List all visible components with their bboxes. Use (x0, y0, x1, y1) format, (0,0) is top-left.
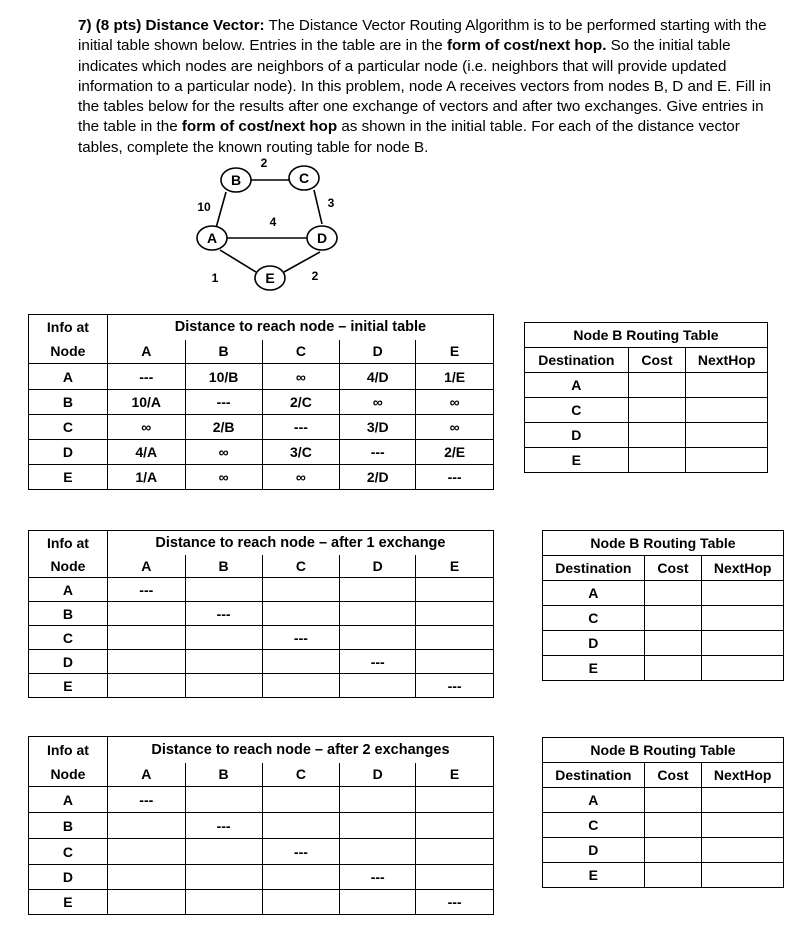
table-cell: ∞ (340, 390, 416, 415)
table-row (29, 364, 494, 390)
table-cell: --- (185, 602, 262, 626)
table-cell[interactable] (185, 890, 262, 915)
table-cell[interactable] (340, 890, 416, 915)
column-header: A (107, 340, 185, 364)
table-cell: 2/D (340, 465, 416, 490)
table-cell: ∞ (185, 440, 262, 465)
table-row (29, 602, 494, 626)
routing-header-nexthop: NextHop (686, 348, 768, 373)
routing-title: Node B Routing Table (543, 531, 784, 556)
edge-a-e (220, 250, 256, 272)
table-row (543, 788, 784, 813)
routing-nexthop-cell[interactable] (702, 838, 784, 863)
table-cell: 3/D (340, 415, 416, 440)
routing-cost-cell[interactable] (644, 631, 702, 656)
routing-destination: C (525, 398, 629, 423)
routing-header-destination: Destination (543, 556, 645, 581)
column-header: C (262, 340, 340, 364)
column-header: A (107, 763, 185, 787)
row-node-label: E (29, 674, 108, 698)
routing-table-after-2-exchanges (542, 737, 784, 888)
table-cell: 1/E (416, 364, 494, 390)
table-row (29, 890, 494, 915)
edge-c-d (314, 190, 322, 224)
info-label: Info at (29, 531, 108, 555)
column-header: B (185, 763, 262, 787)
routing-destination: E (543, 656, 645, 681)
table-cell[interactable] (185, 839, 262, 865)
cost-a-d: 4 (269, 215, 277, 229)
routing-table-initial (524, 322, 768, 473)
table-cell: 10/B (185, 364, 262, 390)
column-header: C (262, 555, 340, 578)
row-node-label: D (29, 650, 108, 674)
cost-b-c: 2 (260, 156, 268, 170)
routing-destination: A (543, 581, 645, 606)
table-row (29, 865, 494, 890)
row-node-label: E (29, 890, 108, 915)
column-header: E (416, 763, 494, 787)
routing-cost-cell[interactable] (644, 788, 702, 813)
column-header: B (185, 555, 262, 578)
network-graph (180, 156, 350, 296)
table-row (543, 838, 784, 863)
problem-number: 7) (8 pts) (78, 17, 142, 34)
problem-text-2: So the initial table indicates which nodes are neighbors of a particular node (i.e. neighbors that will provide updated information to a particular node). In this problem, node A receives vectors from nodes B, D and E. Fill in the tables below for the results after one exchange of vectors and after two exchanges. Give entries in the table in the (78, 37, 772, 136)
dv-table-initial (28, 314, 494, 490)
node-label: Node (29, 340, 108, 364)
table-cell: --- (185, 390, 262, 415)
routing-title: Node B Routing Table (543, 738, 784, 763)
table-cell: 2/E (416, 440, 494, 465)
info-label: Info at (29, 737, 108, 763)
column-header: D (340, 555, 416, 578)
table-cell: --- (262, 415, 340, 440)
edge-a-b (216, 192, 226, 228)
table-cell[interactable] (185, 787, 262, 813)
table-cell: ∞ (185, 465, 262, 490)
routing-cost-cell (628, 373, 686, 398)
routing-header-nexthop: NextHop (702, 763, 784, 788)
table-cell[interactable] (340, 674, 416, 698)
table-row (543, 863, 784, 888)
routing-nexthop-cell[interactable] (702, 581, 784, 606)
table-cell: --- (416, 674, 494, 698)
table-cell[interactable] (416, 602, 494, 626)
table-cell[interactable] (416, 626, 494, 650)
table-cell: --- (416, 890, 494, 915)
routing-cost-cell[interactable] (644, 813, 702, 838)
table-cell[interactable] (262, 674, 340, 698)
routing-header-cost: Cost (628, 348, 686, 373)
row-node-label: C (29, 626, 108, 650)
problem-bold-1: form of cost/next hop. (446, 37, 607, 55)
routing-cost-cell (628, 398, 686, 423)
column-header: D (340, 763, 416, 787)
routing-nexthop-cell[interactable] (702, 863, 784, 888)
cost-a-b: 10 (197, 200, 211, 214)
table-cell[interactable] (185, 578, 262, 602)
routing-cost-cell[interactable] (644, 863, 702, 888)
table-cell: --- (262, 626, 340, 650)
dv-table-after-2-exchanges (28, 736, 494, 915)
routing-cost-cell[interactable] (644, 581, 702, 606)
table-row (29, 390, 494, 415)
routing-nexthop-cell[interactable] (702, 631, 784, 656)
table-cell: --- (340, 865, 416, 890)
routing-nexthop-cell (686, 373, 768, 398)
table-row (29, 787, 494, 813)
table-cell[interactable] (416, 650, 494, 674)
problem-bold-2: form of cost/next hop (181, 118, 338, 136)
table-row (543, 631, 784, 656)
row-node-label: D (29, 440, 108, 465)
row-node-label: C (29, 415, 108, 440)
table-row (29, 839, 494, 865)
table-row (543, 606, 784, 631)
table-cell[interactable] (107, 626, 185, 650)
table-row (29, 578, 494, 602)
table-cell[interactable] (185, 650, 262, 674)
row-node-label: B (29, 390, 108, 415)
table-cell[interactable] (416, 787, 494, 813)
table-cell[interactable] (185, 626, 262, 650)
table-cell[interactable] (340, 626, 416, 650)
table-cell[interactable] (416, 813, 494, 839)
table-cell: ∞ (416, 415, 494, 440)
table-cell: ∞ (262, 364, 340, 390)
routing-nexthop-cell[interactable] (702, 788, 784, 813)
table-cell[interactable] (262, 865, 340, 890)
table-cell: 4/A (107, 440, 185, 465)
problem-heading: Distance Vector: (145, 17, 265, 34)
column-header: B (185, 340, 262, 364)
dv-title: Distance to reach node – after 2 exchanges (107, 737, 493, 763)
table-row (29, 650, 494, 674)
problem-statement (78, 16, 778, 158)
table-row (525, 373, 768, 398)
table-cell[interactable] (107, 602, 185, 626)
routing-destination: D (543, 631, 645, 656)
problem-text-3: as shown in the initial table. For each of the distance vector tables, complete the known routing table for node B. (78, 118, 740, 156)
routing-destination: D (525, 423, 629, 448)
problem-text-1: The Distance Vector Routing Algorithm is to be performed starting with the initial table shown below. Entries in the table are in the (78, 17, 767, 55)
table-cell[interactable] (340, 839, 416, 865)
table-cell: ∞ (107, 415, 185, 440)
table-row (29, 813, 494, 839)
table-cell[interactable] (262, 650, 340, 674)
routing-destination: A (525, 373, 629, 398)
table-cell: 4/D (340, 364, 416, 390)
routing-nexthop-cell (686, 448, 768, 473)
table-cell: --- (340, 440, 416, 465)
row-node-label: E (29, 465, 108, 490)
table-cell[interactable] (107, 890, 185, 915)
table-row (29, 674, 494, 698)
table-cell: 2/C (262, 390, 340, 415)
table-cell: --- (340, 650, 416, 674)
table-cell[interactable] (262, 890, 340, 915)
cost-a-e: 1 (211, 271, 219, 285)
table-row (29, 415, 494, 440)
column-header: E (416, 555, 494, 578)
cost-c-d: 3 (327, 196, 335, 210)
routing-nexthop-cell (686, 423, 768, 448)
table-cell: 2/B (185, 415, 262, 440)
row-node-label: D (29, 865, 108, 890)
routing-header-destination: Destination (543, 763, 645, 788)
dv-title: Distance to reach node – after 1 exchange (107, 531, 493, 555)
table-cell[interactable] (107, 839, 185, 865)
column-header: E (416, 340, 494, 364)
table-cell[interactable] (262, 813, 340, 839)
column-header: D (340, 340, 416, 364)
row-node-label: B (29, 813, 108, 839)
table-cell[interactable] (340, 813, 416, 839)
table-cell: --- (185, 813, 262, 839)
table-cell: ∞ (262, 465, 340, 490)
table-cell: ∞ (416, 390, 494, 415)
table-cell: --- (107, 787, 185, 813)
routing-destination: D (543, 838, 645, 863)
table-cell[interactable] (416, 865, 494, 890)
routing-header-destination: Destination (525, 348, 629, 373)
dv-title: Distance to reach node – initial table (107, 315, 493, 340)
table-row (525, 398, 768, 423)
node-label: Node (29, 763, 108, 787)
routing-destination: E (543, 863, 645, 888)
table-cell[interactable] (340, 578, 416, 602)
table-cell[interactable] (262, 787, 340, 813)
routing-cost-cell (628, 448, 686, 473)
table-cell[interactable] (416, 578, 494, 602)
table-cell: --- (416, 465, 494, 490)
column-header: A (107, 555, 185, 578)
routing-destination: C (543, 606, 645, 631)
row-node-label: A (29, 578, 108, 602)
table-row (29, 465, 494, 490)
node-label: Node (29, 555, 108, 578)
node-b-label: B (230, 172, 242, 188)
routing-cost-cell (628, 423, 686, 448)
node-c-label: C (298, 170, 310, 186)
routing-nexthop-cell[interactable] (702, 656, 784, 681)
table-cell: 10/A (107, 390, 185, 415)
routing-title: Node B Routing Table (525, 323, 768, 348)
table-cell[interactable] (107, 865, 185, 890)
table-cell[interactable] (185, 674, 262, 698)
table-cell[interactable] (340, 787, 416, 813)
node-d-label: D (316, 230, 328, 246)
routing-header-cost: Cost (644, 556, 702, 581)
routing-cost-cell[interactable] (644, 606, 702, 631)
cost-e-d: 2 (311, 269, 319, 283)
routing-nexthop-cell[interactable] (702, 813, 784, 838)
table-cell: --- (107, 578, 185, 602)
table-row (543, 656, 784, 681)
table-cell[interactable] (107, 813, 185, 839)
routing-destination: C (543, 813, 645, 838)
routing-cost-cell[interactable] (644, 838, 702, 863)
info-label: Info at (29, 315, 108, 340)
table-row (543, 581, 784, 606)
table-row (525, 448, 768, 473)
node-e-label: E (265, 270, 275, 286)
table-cell[interactable] (107, 650, 185, 674)
table-row (525, 423, 768, 448)
table-cell[interactable] (416, 839, 494, 865)
table-cell[interactable] (262, 602, 340, 626)
routing-header-cost: Cost (644, 763, 702, 788)
table-cell: 3/C (262, 440, 340, 465)
table-cell[interactable] (185, 865, 262, 890)
row-node-label: A (29, 364, 108, 390)
table-row (543, 813, 784, 838)
table-cell[interactable] (340, 602, 416, 626)
table-cell[interactable] (107, 674, 185, 698)
routing-destination: E (525, 448, 629, 473)
table-cell: 1/A (107, 465, 185, 490)
dv-table-after-1-exchange (28, 530, 494, 698)
row-node-label: B (29, 602, 108, 626)
table-row (29, 440, 494, 465)
column-header: C (262, 763, 340, 787)
row-node-label: A (29, 787, 108, 813)
routing-cost-cell[interactable] (644, 656, 702, 681)
routing-table-after-1-exchange (542, 530, 784, 681)
table-row (29, 626, 494, 650)
table-cell: --- (262, 839, 340, 865)
table-cell: --- (107, 364, 185, 390)
routing-header-nexthop: NextHop (702, 556, 784, 581)
routing-nexthop-cell[interactable] (702, 606, 784, 631)
node-a-label: A (206, 230, 218, 246)
routing-nexthop-cell (686, 398, 768, 423)
row-node-label: C (29, 839, 108, 865)
table-cell[interactable] (262, 578, 340, 602)
routing-destination: A (543, 788, 645, 813)
